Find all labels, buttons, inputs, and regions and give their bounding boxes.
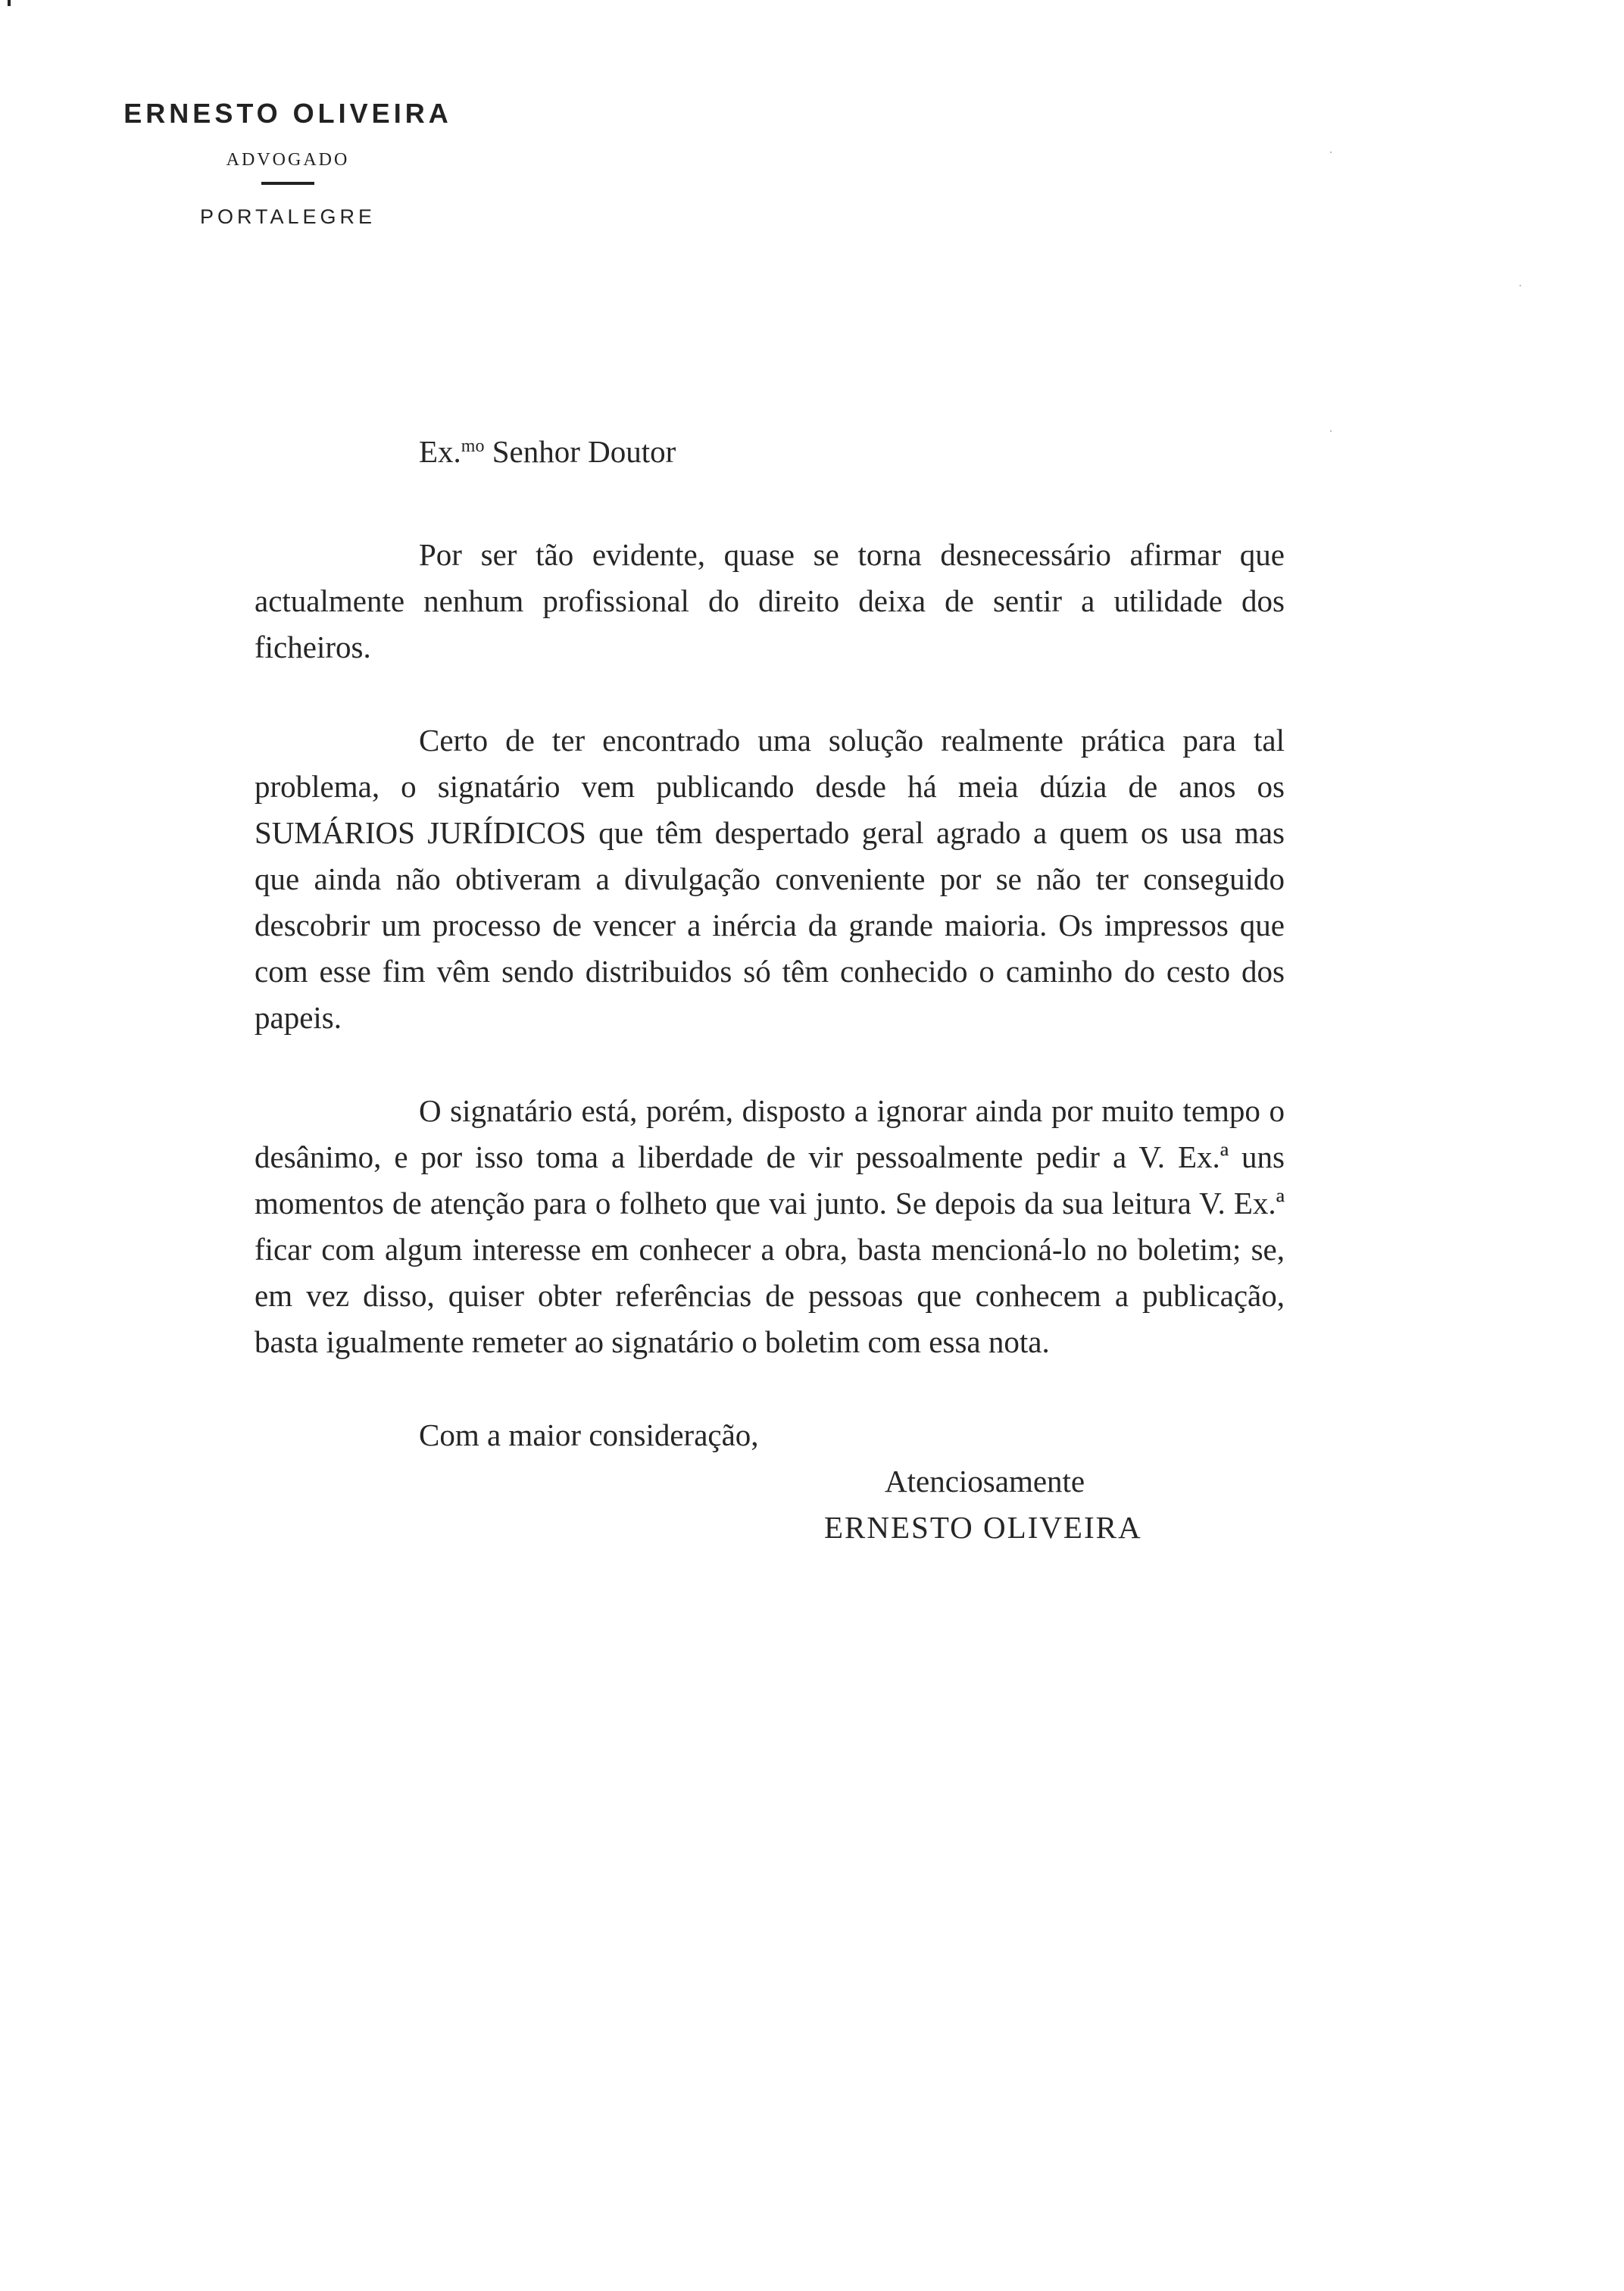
letterhead-profession: ADVOGADO (226, 150, 350, 170)
paragraph-1: Por ser tão evidente, quase se torna desnecessário afirmar que actualmente nenhum profissional do direito deixa de sentir a utilidade dos ficheiros. (255, 537, 1285, 664)
paragraph-3: O signatário está, porém, disposto a ignorar ainda por muito tempo o desânimo, e por isso toma a liberdade de vir pessoalmente pedir a V. Ex.ª uns momentos de atenção para o folheto que vai junto. Se depois da sua leitura V. Ex.ª ficar com algum interesse em conhecer a obra, basta mencioná-lo no boletim; se, em vez disso, quiser obter referências de pessoas que conhecem a publicação, basta igualmente remeter ao signatário o boletim com essa nota. (255, 1093, 1285, 1359)
salutation-superscript: mo (461, 436, 485, 456)
scan-mark (8, 0, 11, 6)
scan-speck (1330, 430, 1332, 432)
scan-speck (1330, 152, 1332, 153)
signoff: Atenciosamente (885, 1464, 1085, 1499)
salutation-prefix: Ex. (419, 434, 461, 469)
closing-line: Com a maior consideração, (419, 1417, 759, 1452)
scan-speck (1519, 285, 1521, 286)
letterhead-divider (261, 182, 314, 185)
signature-name: ERNESTO OLIVEIRA (824, 1510, 1142, 1545)
letterhead (106, 91, 470, 239)
salutation (255, 429, 1285, 475)
letterhead-city: PORTALEGRE (199, 205, 376, 228)
letter-body (255, 429, 1285, 1551)
paragraph-2: Certo de ter encontrado uma solução realmente prática para tal problema, o signatário vem publicando desde há meia dúzia de anos os SUMÁRIOS JURÍDICOS que têm despertado geral agrado a quem os usa mas que ainda não obtiveram a divulgação conveniente por se não ter conseguido descobrir um processo de vencer a inércia da grande maioria. Os impressos que com esse fim vêm sendo distribuidos só têm conhecido o caminho do cesto dos papeis. (255, 723, 1285, 1035)
letterhead-name: ERNESTO OLIVEIRA (123, 98, 452, 129)
salutation-rest: Senhor Doutor (484, 434, 676, 469)
